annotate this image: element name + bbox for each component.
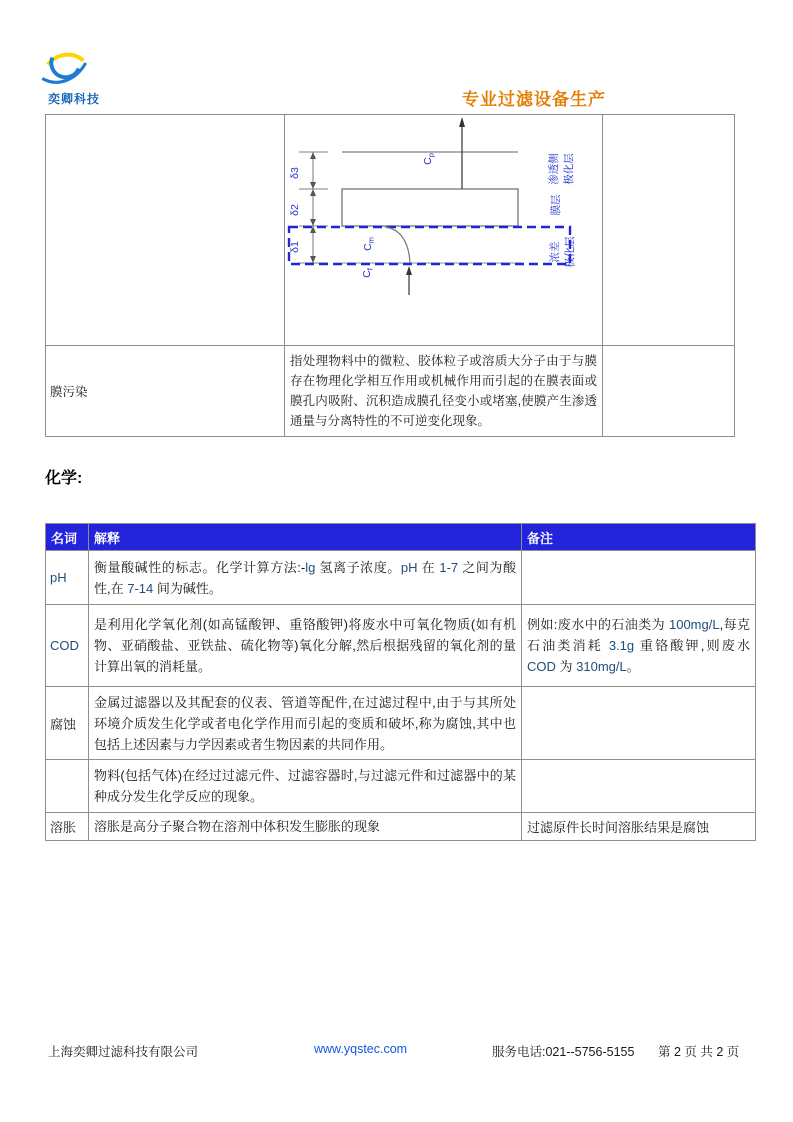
diagram-label-delta2: δ2 [289,204,301,216]
company-logo [40,52,160,106]
remark-cell: 过滤原件长时间溶胀结果是腐蚀 [522,813,756,841]
diagram-label-delta1: δ1 [289,241,301,253]
chemistry-table [45,523,756,841]
term-cell: 溶胀 [46,813,89,841]
logo-text: 奕卿科技 [48,92,101,106]
remark-cell [522,760,756,813]
empty-cell [603,115,735,346]
term-cell: 膜污染 [46,346,285,437]
diagram-label-delta3: δ3 [289,167,301,179]
header-explanation: 解释 [89,524,522,551]
header-term: 名词 [46,524,89,551]
diagram-label-permeate-side: 渗透侧 [548,153,560,185]
footer-page-number: 第 2 页 共 2 页 [658,1045,740,1059]
explanation-cell: 衡量酸碱性的标志。化学计算方法:-lg 氢离子浓度。pH 在 1-7 之间为酸性,在 7-14 间为碱性。 [89,551,522,605]
table-header-row [46,524,756,551]
diagram-label-cf: $C_f$ [361,268,375,278]
section-title-chemistry: 化学: [45,470,83,487]
table-row-cod [46,605,756,687]
table-row-reaction [46,760,756,813]
diagram-label-permeate-layer: 极化层 [563,153,575,185]
diagram-label-membrane-layer: 膜层 [550,194,562,216]
explanation-cell: 金属过滤器以及其配套的仪表、管道等配件,在过滤过程中,由于与其所处环境介质发生化学或者电化学作用而引起的变质和破坏,称为腐蚀,其中也包括上述因素与力学因素或者生物因素的共同作用。 [89,687,522,760]
table-row-membrane-fouling [46,346,735,437]
globe-swoosh-icon [40,52,88,88]
header-slogan: 专业过滤设备生产 [462,90,606,109]
explanation-cell: 溶胀是高分子聚合物在溶剂中体积发生膨胀的现象 [89,813,522,841]
explanation-cell: 是利用化学氧化剂(如高锰酸钾、重铬酸钾)将废水中可氧化物质(如有机物、亚硝酸盐、亚铁盐、硫化物等)氧化分解,然后根据残留的氧化剂的量计算出氧的消耗量。 [89,605,522,687]
table-row-ph [46,551,756,605]
footer-website-link[interactable]: www.yqstec.com [314,1042,408,1056]
diagram-label-cm: $C_m$ [362,237,376,251]
table-row [46,115,735,346]
term-cell: COD [46,605,89,687]
explanation-cell: 物料(包括气体)在经过过滤元件、过滤容器时,与过滤元件和过滤器中的某种成分发生化学反应的现象。 [89,760,522,813]
diagram-cell [285,115,603,346]
remark-cell [603,346,735,437]
footer-service-phone: 服务电话:021--5756-5155 [492,1045,635,1059]
explanation-cell: 指处理物料中的微粒、胶体粒子或溶质大分子由于与膜存在物理化学相互作用或机械作用而引起的在膜表面或膜孔内吸附、沉积造成膜孔径变小或堵塞,使膜产生渗透通量与分离特性的不可逆变化现象。 [285,346,603,437]
remark-cell [522,551,756,605]
polarization-box [289,227,570,264]
footer-company-name: 上海奕卿过滤科技有限公司 [48,1045,199,1059]
diagram-label-cp: $C_p$ [422,153,436,165]
table-row-swelling [46,813,756,841]
term-cell: pH [46,551,89,605]
term-cell: 腐蚀 [46,687,89,760]
remark-cell: 例如:废水中的石油类为 100mg/L,每克石油类消耗 3.1g 重铬酸钾,则废水 COD 为 310mg/L。 [522,605,756,687]
concentration-polarization-diagram [285,115,601,342]
diagram-label-conc-diff: 浓差 [549,241,561,263]
empty-cell [46,115,285,346]
diagram-label-conc-layer: 极化层 [564,236,576,268]
membrane-table [45,114,735,437]
table-row-corrosion [46,687,756,760]
header-remark: 备注 [522,524,756,551]
term-cell [46,760,89,813]
remark-cell [522,687,756,760]
